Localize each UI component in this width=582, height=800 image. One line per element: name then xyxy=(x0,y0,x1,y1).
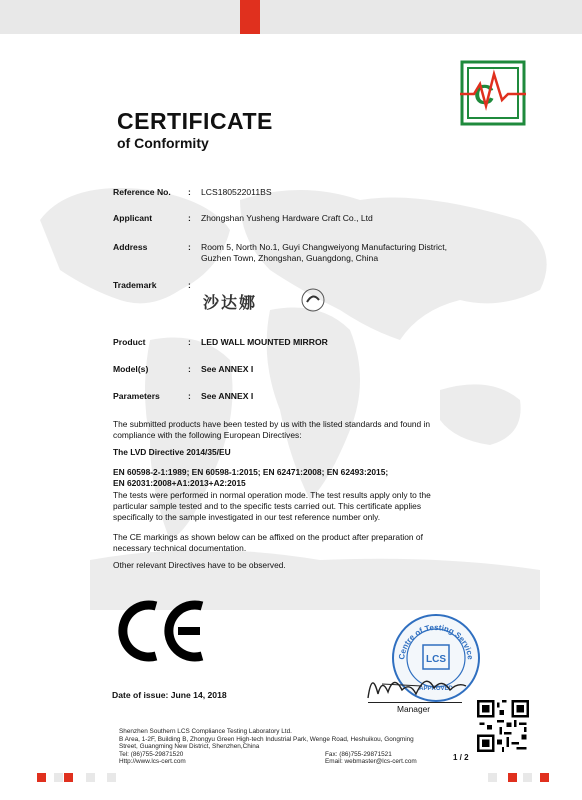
tests-line: particular sample tested and to the specific tests carried out. This certificate applies xyxy=(113,501,422,511)
field-colon: : xyxy=(188,242,191,252)
footer-contact-row xyxy=(119,751,449,759)
ce-mark-icon xyxy=(116,600,210,662)
field-colon: : xyxy=(188,364,191,374)
footer-email: Email: webmaster@lcs-cert.com xyxy=(325,758,417,766)
decor-square xyxy=(64,773,73,782)
decor-square xyxy=(540,773,549,782)
field-value: Zhongshan Yusheng Hardware Craft Co., Ltd xyxy=(201,213,373,223)
stamp-text: Centre of Testing Service xyxy=(397,622,475,661)
decor-square xyxy=(86,773,95,782)
top-bar-red xyxy=(240,0,260,34)
footer-line: Shenzhen Southern LCS Compliance Testing Laboratory Ltd. xyxy=(119,728,292,735)
intro-line: compliance with the following European Directives: xyxy=(113,430,302,440)
field-colon: : xyxy=(188,337,191,347)
stamp-bottom-text: APPROVED xyxy=(419,686,453,692)
decor-square xyxy=(107,773,116,782)
field-value-line2: Guzhen Town, Zhongshan, Guangdong, China xyxy=(201,253,379,263)
field-value: Room 5, North No.1, Guyi Changweiyong Manufacturing District, xyxy=(201,242,447,252)
field-label: Applicant xyxy=(113,213,153,223)
field-colon: : xyxy=(188,187,191,197)
field-label: Model(s) xyxy=(113,364,149,374)
date-of-issue: Date of issue: June 14, 2018 xyxy=(112,690,227,700)
intro-line: The submitted products have been tested by us with the listed standards and found in xyxy=(113,419,431,429)
footer-tel: Tel: (86)755-29871520 xyxy=(119,750,184,758)
field-value: LED WALL MOUNTED MIRROR xyxy=(201,337,328,347)
decor-square xyxy=(508,773,517,782)
top-bar-left xyxy=(0,0,240,34)
tests-line: specifically to the sample investigated in our test reference number only. xyxy=(113,512,381,522)
tests-paragraph xyxy=(113,490,473,523)
directive: The LVD Directive 2014/35/EU xyxy=(113,447,231,457)
field-colon: : xyxy=(188,391,191,401)
ce-note-line: The CE markings as shown below can be affixed on the product after preparation of xyxy=(113,532,423,542)
stamp-logo-text: LCS xyxy=(426,654,446,665)
manager-signature xyxy=(362,664,472,704)
standards-line: EN 60598-2-1:1989; EN 60598-1:2015; EN 62471:2008; EN 62493:2015; xyxy=(113,467,389,477)
standards xyxy=(113,467,473,489)
trademark-text: 沙达娜 xyxy=(203,293,258,312)
decor-square xyxy=(37,773,46,782)
footer-line: B Area, 1-2F, Building B, Zhongyu Green High-tech Industrial Park, Wenge Road, Heshuikou, Gongming xyxy=(119,735,414,743)
field-label: Trademark xyxy=(113,280,157,290)
page-number: 1 / 2 xyxy=(453,753,469,762)
field-value: LCS180522011BS xyxy=(201,187,272,197)
trademark-image xyxy=(199,284,333,316)
qr-code xyxy=(477,700,529,752)
trademark-emblem-icon xyxy=(299,286,327,314)
field-value: See ANNEX I xyxy=(201,391,254,401)
decor-square xyxy=(54,773,63,782)
standards-line: EN 62031:2008+A1:2013+A2:2015 xyxy=(113,478,246,488)
svg-text:C: C xyxy=(474,79,495,110)
field-colon: : xyxy=(188,213,191,223)
field-label: Address xyxy=(113,242,148,252)
footer-web: Http://www.lcs-cert.com xyxy=(119,758,186,766)
ce-note-line: necessary technical documentation. xyxy=(113,543,247,553)
tests-line: The tests were performed in normal operation mode. The test results apply only to the xyxy=(113,490,431,500)
footer-fax: Fax: (86)755-29871521 xyxy=(325,750,392,758)
field-label: Reference No. xyxy=(113,187,171,197)
intro-paragraph xyxy=(113,419,473,441)
certificate-subtitle: of Conformity xyxy=(117,135,209,151)
decor-square xyxy=(488,773,497,782)
field-colon: : xyxy=(188,280,191,290)
field-label: Parameters xyxy=(113,391,160,401)
signature-line xyxy=(368,702,462,703)
manager-label: Manager xyxy=(397,704,431,714)
footer-line: Street, Guangming New District, Shenzhen,China xyxy=(119,743,260,751)
certificate-title: CERTIFICATE xyxy=(117,108,273,134)
decor-square xyxy=(523,773,532,782)
footer-contact-row xyxy=(119,758,449,766)
footer xyxy=(119,728,449,766)
top-bar-right xyxy=(260,0,582,34)
field-value: See ANNEX I xyxy=(201,364,254,374)
lcs-logo xyxy=(460,60,526,126)
field-label: Product xyxy=(113,337,146,347)
ce-note-paragraph xyxy=(113,532,473,554)
other-directives: Other relevant Directives have to be observed. xyxy=(113,560,286,570)
